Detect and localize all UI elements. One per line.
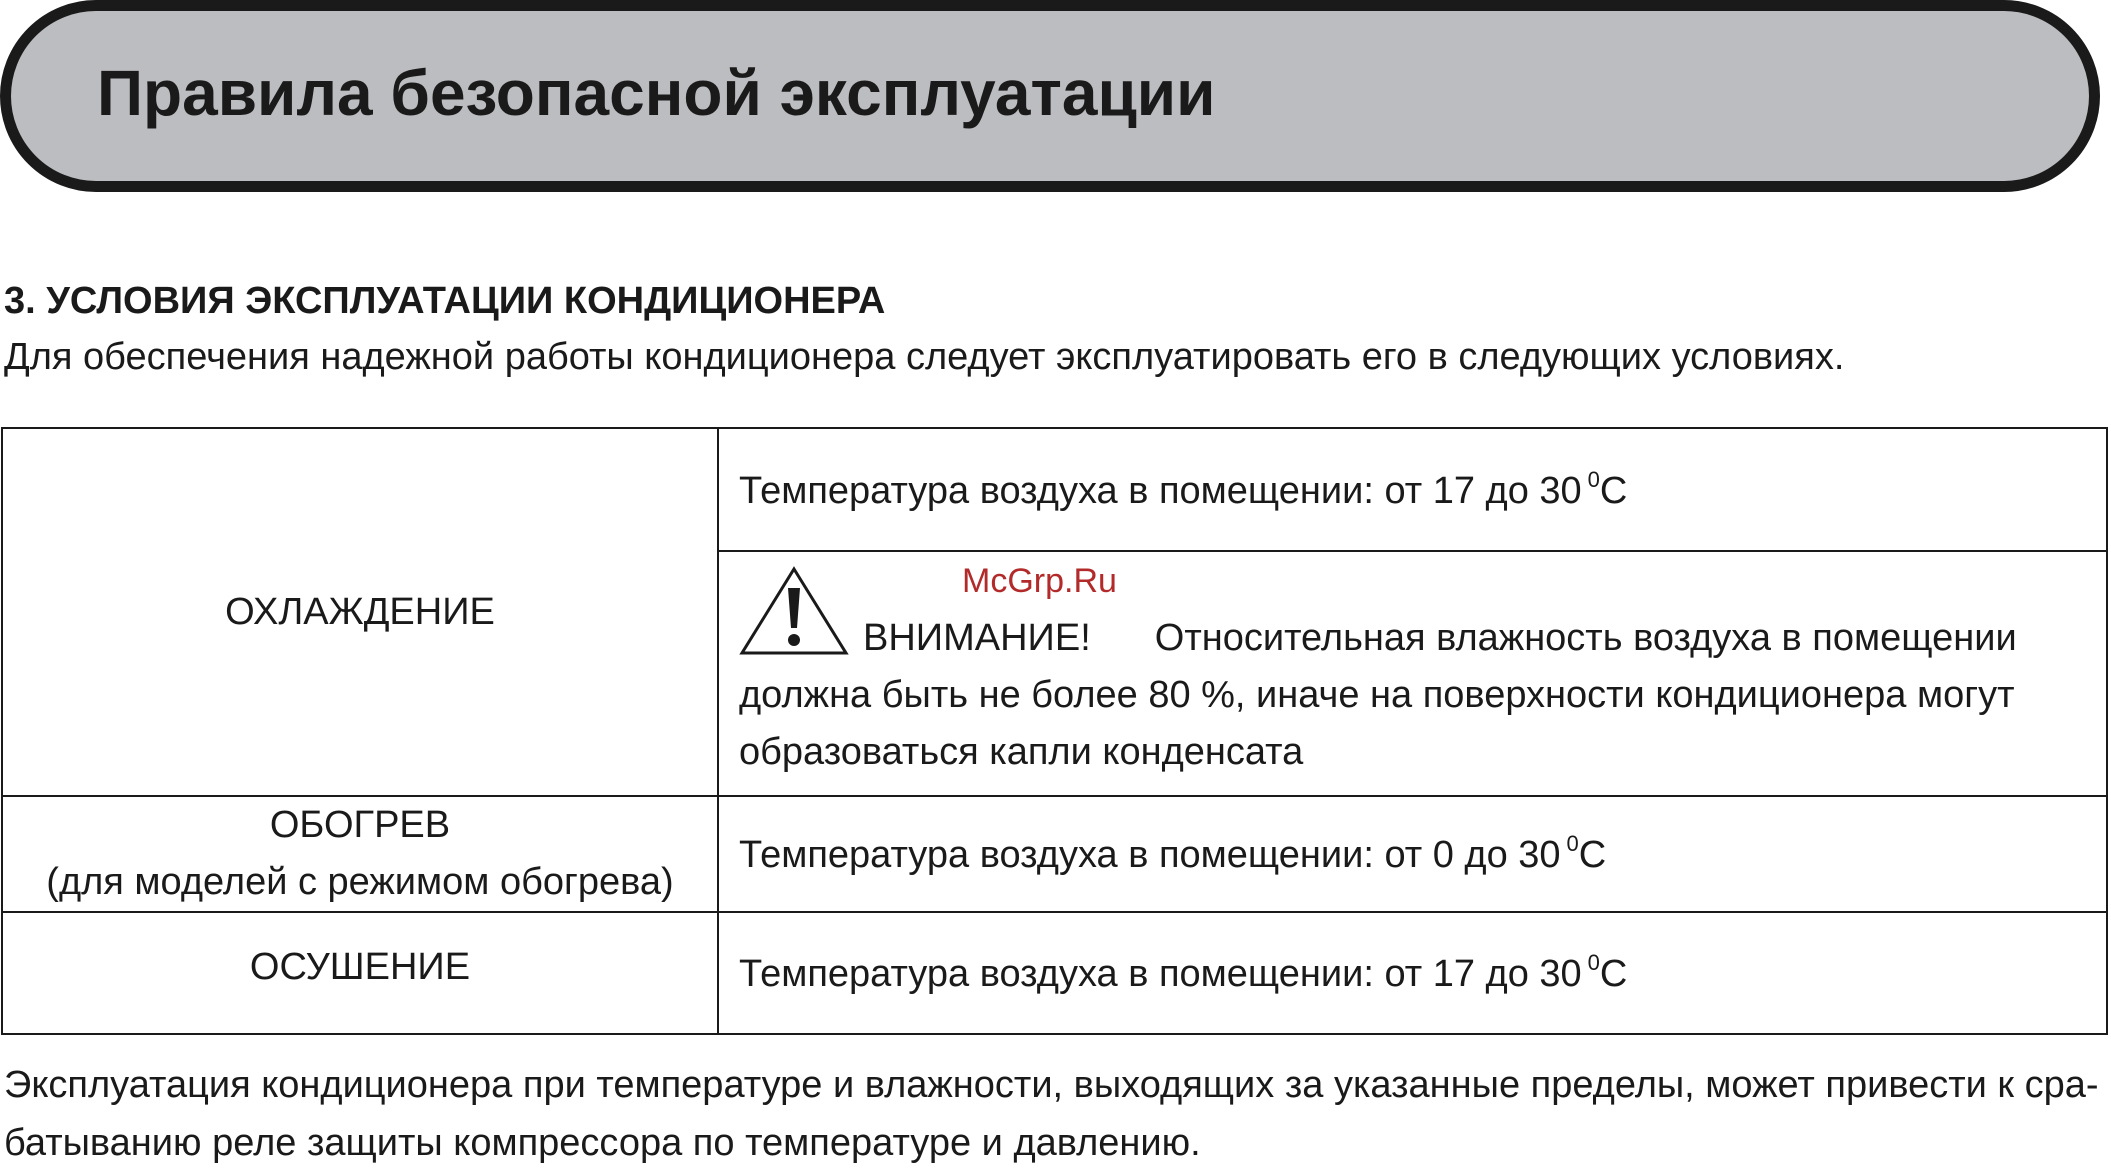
footer-line-2: батыванию реле защиты компрессора по температуре и давлению. (4, 1122, 1201, 1164)
table-row-heating (2, 796, 2107, 912)
temp-unit: С (1578, 834, 1607, 876)
conditions-table (1, 427, 2108, 1035)
table-row-cooling-temp (2, 428, 2107, 551)
drying-temp-text: Температура воздуха в помещении: от 17 до 30 (739, 953, 1582, 995)
mode-label-drying: ОСУШЕНИЕ (249, 946, 471, 988)
cooling-temp-text: Температура воздуха в помещении: от 17 до 30 (739, 469, 1582, 512)
mode-cell-cooling (2, 428, 718, 796)
intro-text: Для обеспечения надежной работы кондиционера следует эксплуатировать его в следующих условиях. (4, 336, 1845, 378)
warning-block (739, 552, 2086, 795)
warning-text-line-2: должна быть не более 80 %, иначе на поверхности кондиционера могут (739, 674, 2015, 716)
watermark: McGrp.Ru (962, 562, 1117, 600)
temp-unit: С (1599, 469, 1628, 512)
mode-cell-drying (2, 912, 718, 1034)
degree-mark: 0 (1566, 831, 1579, 856)
degree-mark: 0 (1587, 950, 1600, 975)
heating-temp-text: Температура воздуха в помещении: от 0 до 30 (739, 834, 1561, 876)
warning-label: ВНИМАНИЕ! (863, 617, 1091, 659)
mode-label-heating: ОБОГРЕВ (269, 804, 451, 846)
value-cell-cooling-warning (718, 551, 2107, 796)
value-cell-heating-temp (718, 796, 2107, 912)
value-cell-drying-temp (718, 912, 2107, 1034)
footer-line-1: Эксплуатация кондиционера при температуре и влажности, выходящих за указанные пределы, может привести к сра- (4, 1064, 2099, 1106)
warning-text-line-3: образоваться капли конденсата (739, 731, 1304, 773)
degree-mark: 0 (1587, 466, 1600, 492)
mode-note-heating: (для моделей с режимом обогрева) (46, 861, 674, 903)
section-heading: 3. УСЛОВИЯ ЭКСПЛУАТАЦИИ КОНДИЦИОНЕРА (4, 280, 886, 322)
warning-triangle-icon (739, 566, 849, 656)
table-row-drying (2, 912, 2107, 1034)
temp-unit: С (1599, 953, 1628, 995)
footer-text (4, 1056, 2104, 1172)
value-cell-cooling-temp (718, 428, 2107, 551)
mode-label-cooling: ОХЛАЖДЕНИЕ (225, 590, 495, 633)
warning-text-line-1: Относительная влажность воздуха в помещении (1154, 617, 2017, 659)
page-title: Правила безопасной эксплуатации (97, 57, 1216, 129)
mode-cell-heating (2, 796, 718, 912)
